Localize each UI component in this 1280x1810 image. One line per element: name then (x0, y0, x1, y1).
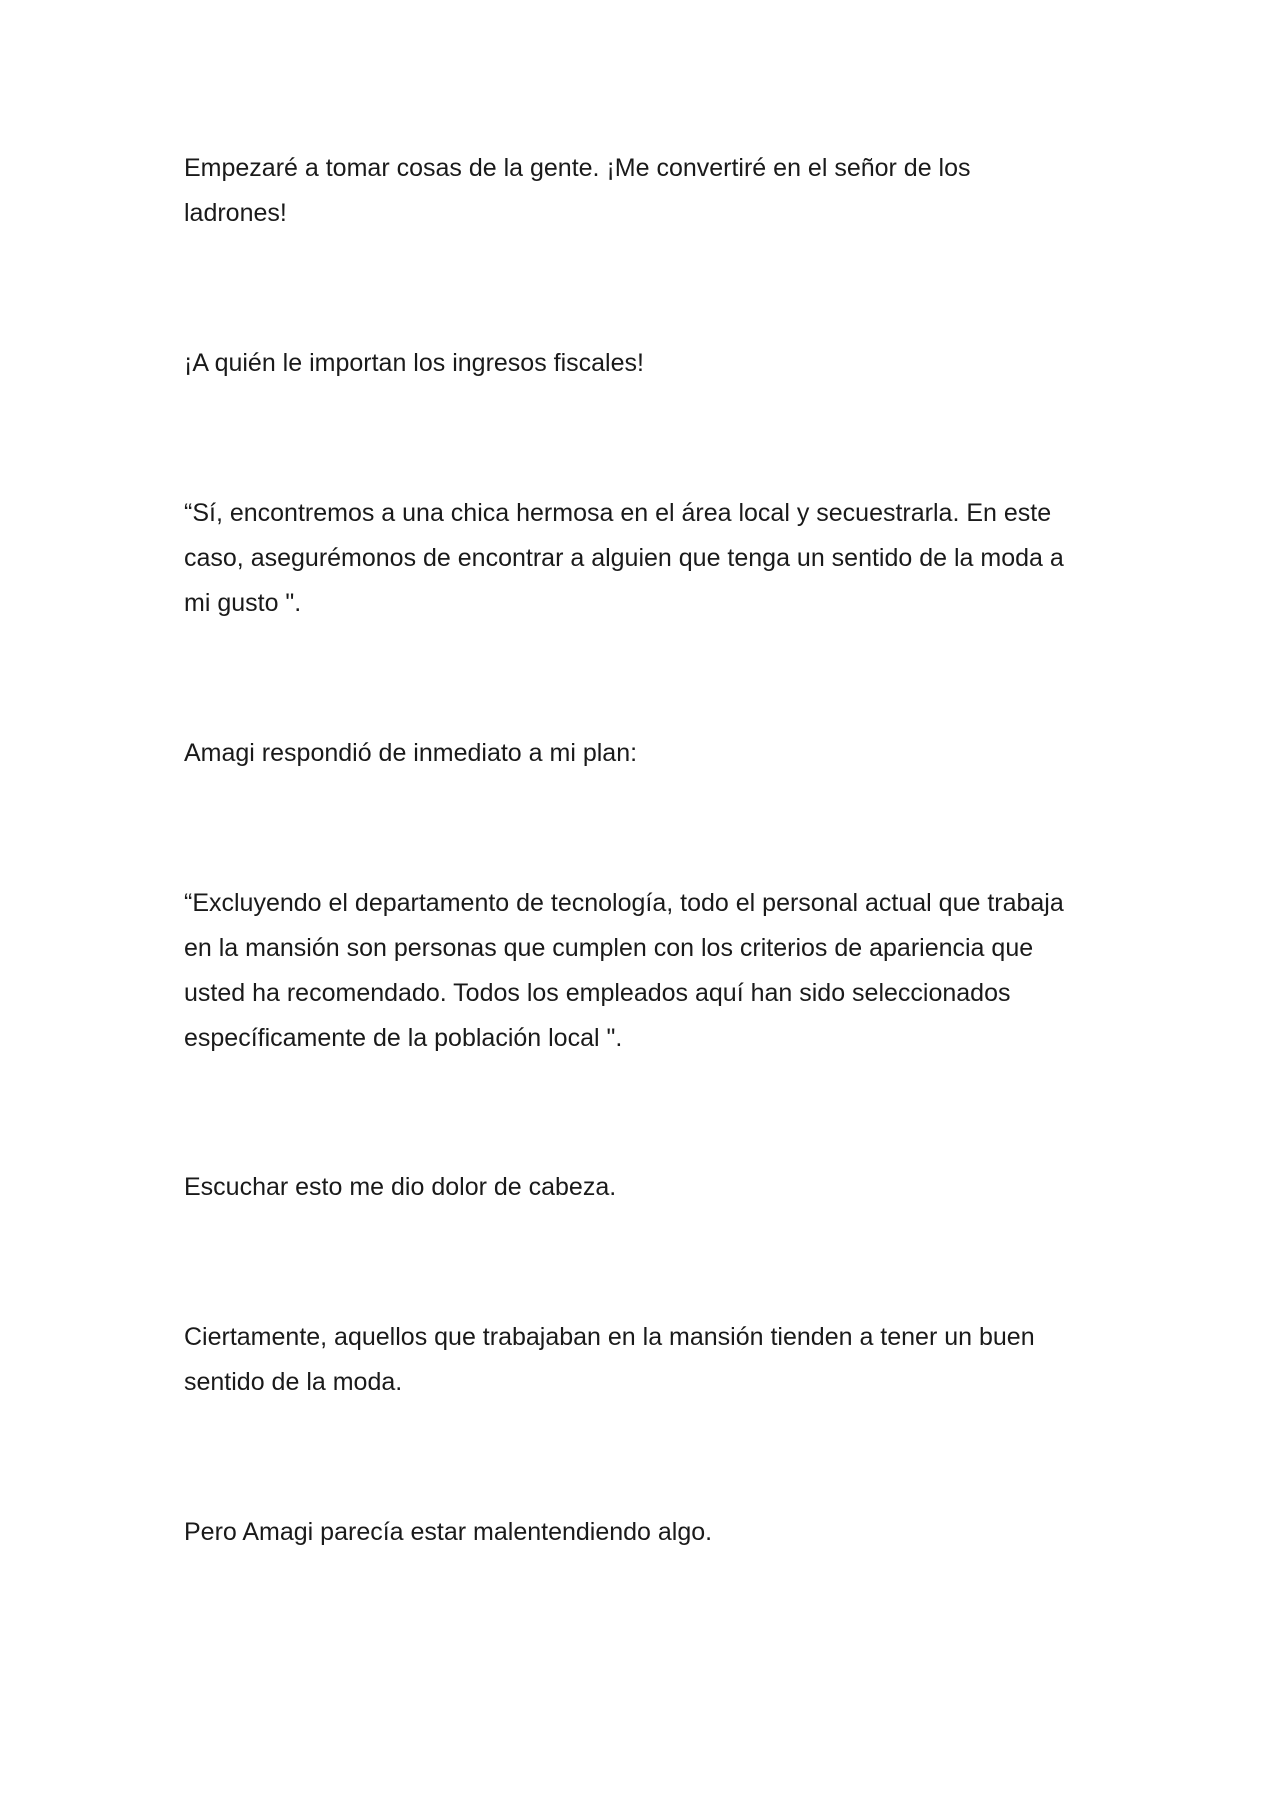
paragraph-4: Amagi respondió de inmediato a mi plan: (184, 739, 638, 767)
paragraph-7: Ciertamente, aquellos que trabajaban en la mansión tienden a tener un buen sentido de la moda. (184, 1323, 1035, 1396)
paragraph-1: Empezaré a tomar cosas de la gente. ¡Me convertiré en el señor de los ladrones! (184, 154, 971, 227)
paragraph-8: Pero Amagi parecía estar malentendiendo algo. (184, 1518, 713, 1546)
paragraph-5: “Excluyendo el departamento de tecnología, todo el personal actual que trabaja en la mansión son personas que cumplen con los criterios de apariencia que usted ha recomendado. Todos los empleados aquí han sido seleccionados específicamente de la población local ". (184, 889, 1064, 1052)
paragraph-2: ¡A quién le importan los ingresos fiscales! (184, 349, 644, 377)
paragraph-3: “Sí, encontremos a una chica hermosa en el área local y secuestrarla. En este caso, asegurémonos de encontrar a alguien que tenga un sentido de la moda a mi gusto ". (184, 499, 1064, 617)
paragraph-6: Escuchar esto me dio dolor de cabeza. (184, 1173, 617, 1201)
